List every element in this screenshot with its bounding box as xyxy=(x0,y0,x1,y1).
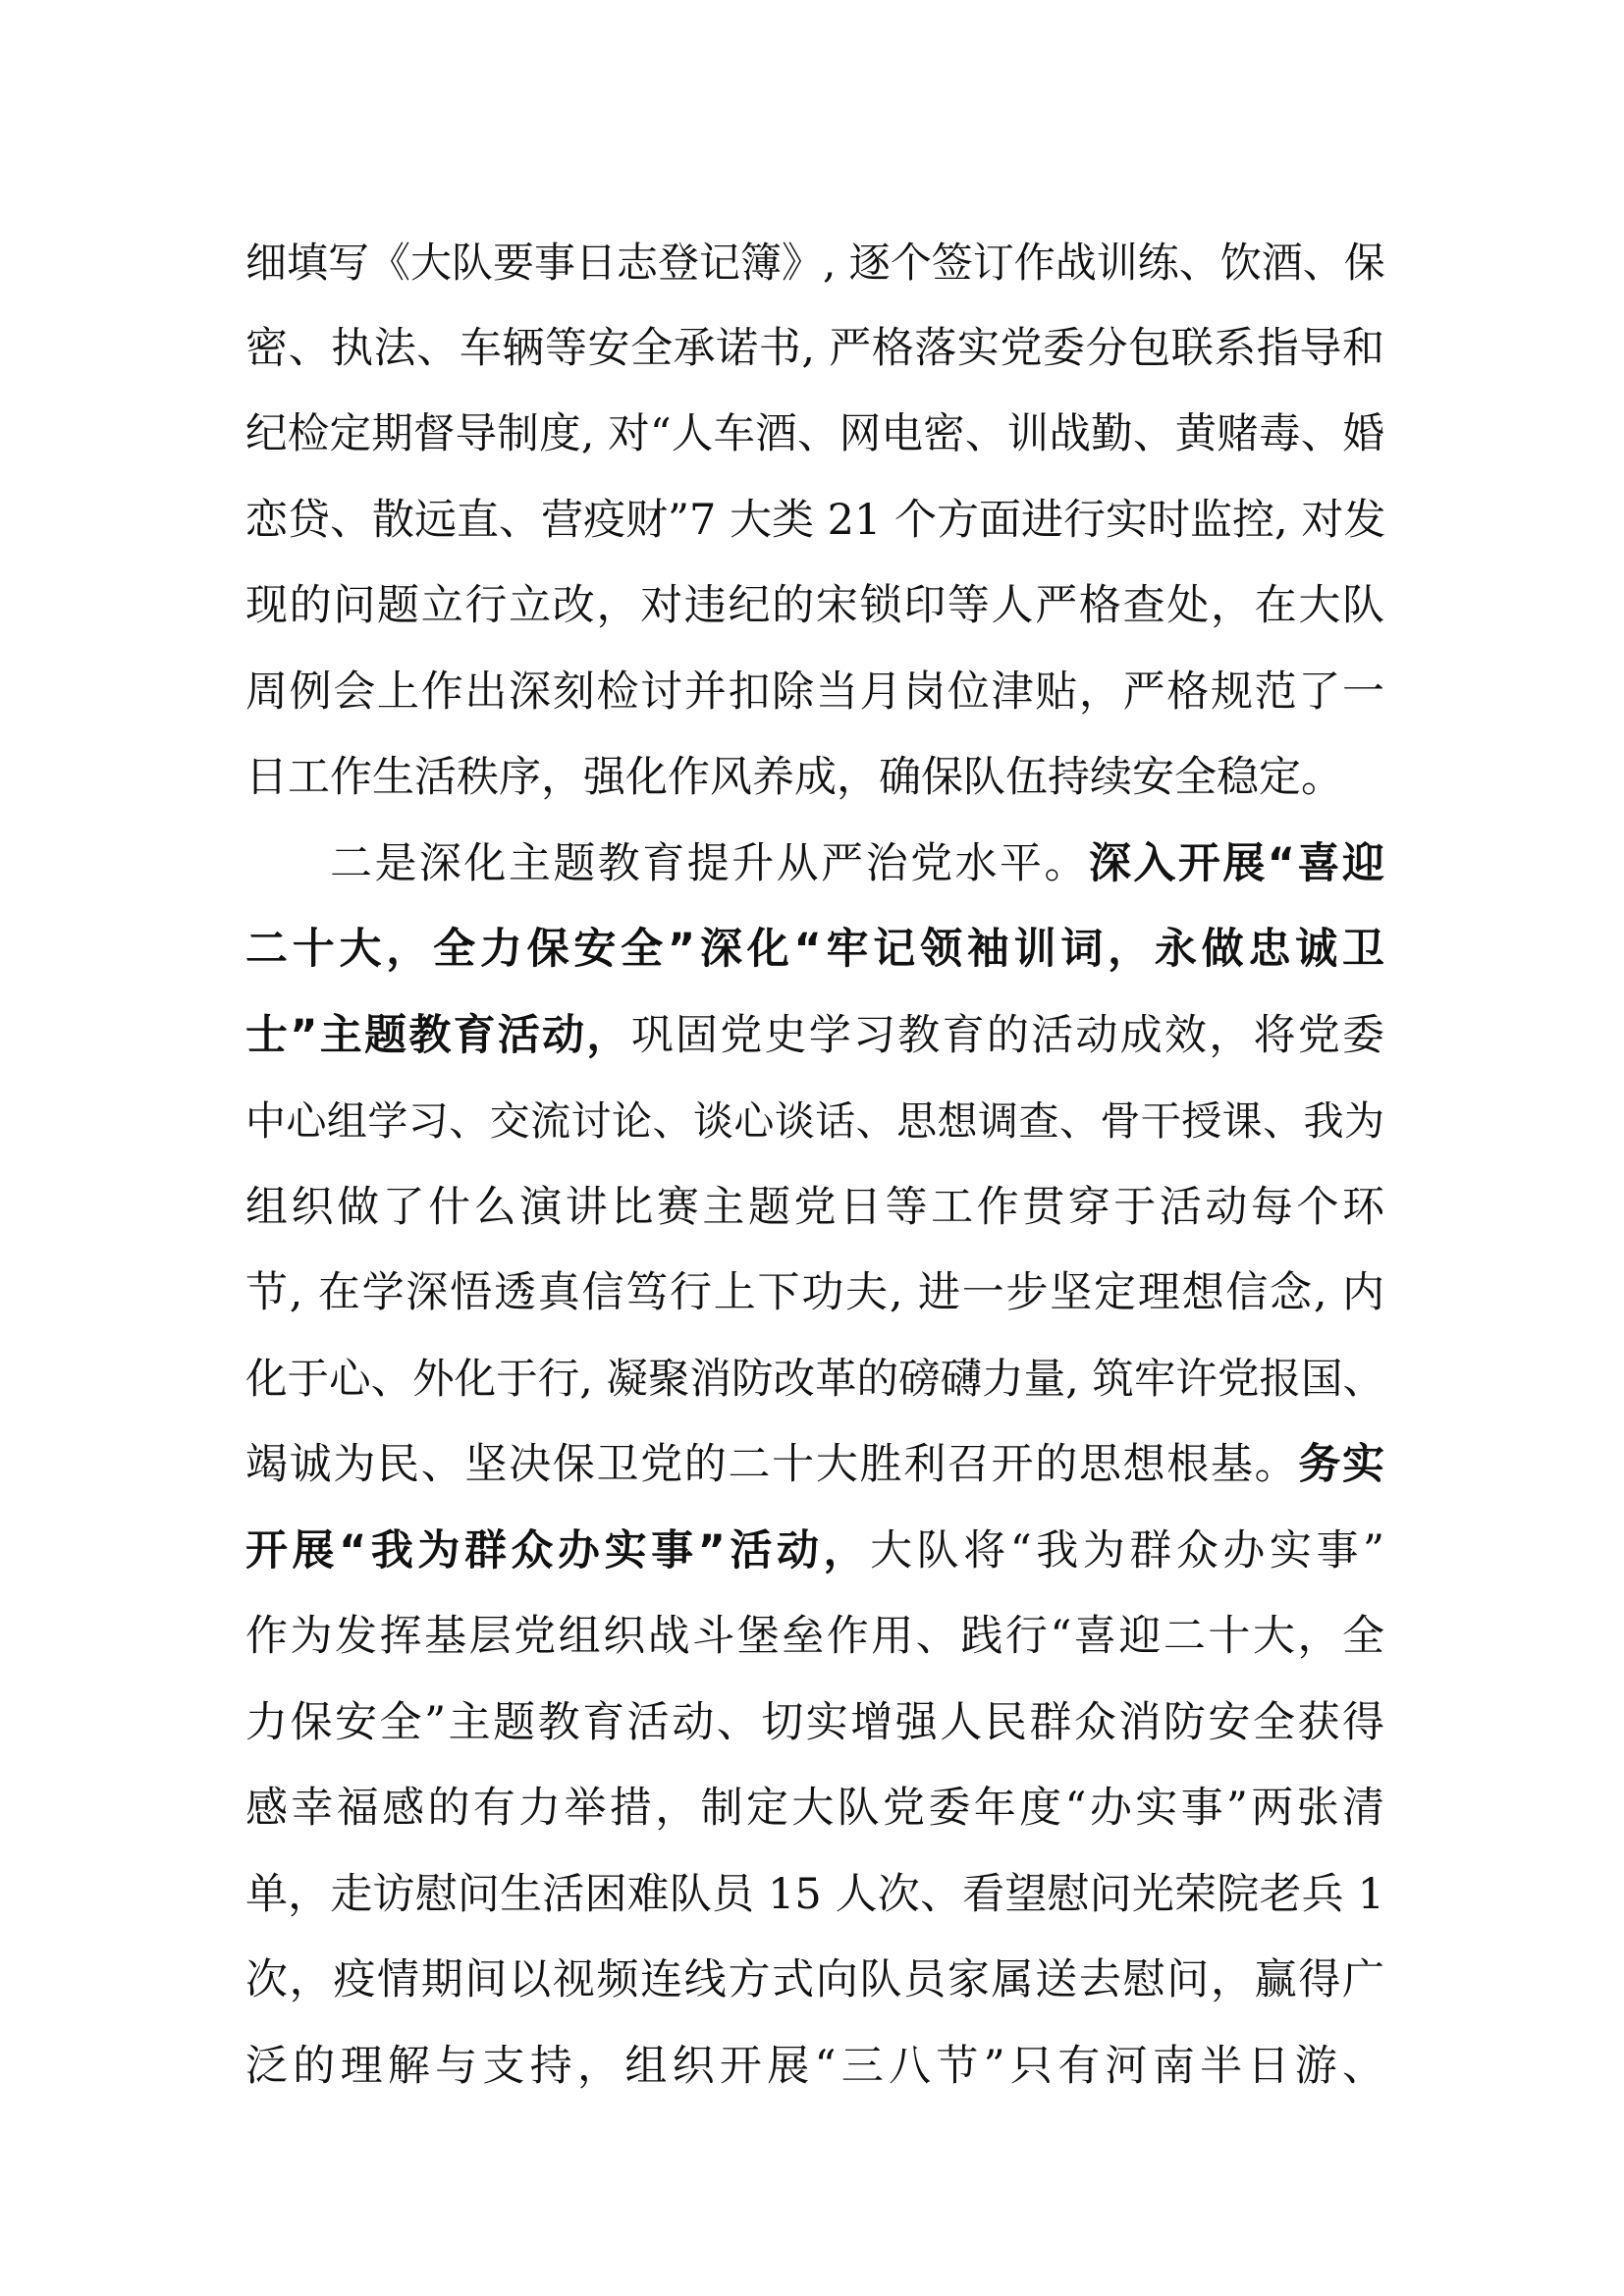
text-line-4: 恋贷、散远直、营疫财”7 大类 21 个方面进行实时监控, 对发 xyxy=(245,495,1386,545)
text-line-8: 二是深化主题教育提升从严治党水平。深入开展“喜迎 xyxy=(330,838,1384,888)
text-line-11: 中心组学习、交流讨论、谈心谈话、思想调查、骨干授课、我为 xyxy=(245,1097,1384,1145)
text-line-20: 单，走访慰问生活困难队员 15 人次、看望慰问光荣院老兵 1 xyxy=(245,1869,1384,1919)
text-line-1: 细填写《大队要事日志登记簿》, 逐个签订作战训练、饮酒、保 xyxy=(245,239,1385,287)
bold-phrase: 务实 xyxy=(1298,1440,1385,1489)
text-line-17: 作为发挥基层党组织战斗堡垒作用、践行“喜迎二十大，全 xyxy=(245,1612,1384,1661)
text-line-12: 组织做了什么演讲比赛主题党日等工作贯穿于活动每个环 xyxy=(245,1182,1384,1232)
text-line-9 xyxy=(245,907,1384,993)
text-line-14: 化于心、外化于行, 凝聚消防改革的磅礴力量, 筑牢许党报国、 xyxy=(245,1355,1384,1404)
text-line-22: 泛的理解与支持，组织开展“三八节”只有河南半日游、 xyxy=(245,2041,1384,2091)
text-line-21: 次，疫情期间以视频连线方式向队员家属送去慰问，赢得广 xyxy=(245,1955,1384,2004)
text-line-13: 节, 在学深悟透真信笃行上下功夫, 进一步坚定理想信念, 内 xyxy=(245,1268,1384,1317)
text-line-10: 士”主题教育活动，巩固党史学习教育的活动成效，将党委 xyxy=(245,1010,1384,1060)
text-line-15: 竭诚为民、坚决保卫党的二十大胜利召开的思想根基。务实 xyxy=(245,1440,1385,1489)
text-line-5: 现的问题立行立改，对违纪的宋锁印等人严格查处，在大队 xyxy=(245,581,1384,630)
bold-phrase: 深入开展“喜迎 xyxy=(1088,838,1384,888)
text-line-6: 周例会上作出深刻检讨并扣除当月岗位津贴，严格规范了一 xyxy=(245,667,1384,717)
text-line-2: 密、执法、车辆等安全承诺书, 严格落实党委分包联系指导和 xyxy=(245,323,1384,373)
text-line-3: 纪检定期督导制度, 对“人车酒、网电密、训战勤、黄赌毒、婚 xyxy=(245,410,1384,458)
bold-phrase: 开展“我为群众办实事”活动， xyxy=(245,1525,871,1575)
bold-phrase: 士”主题教育活动， xyxy=(245,1010,631,1060)
text-line-7: 日工作生活秩序，强化作风养成，确保队伍持续安全稳定。 xyxy=(245,753,1343,802)
text-line-18: 力保安全”主题教育活动、切实增强人民群众消防安全获得 xyxy=(245,1697,1384,1747)
text-line-19: 感幸福感的有力举措，制定大队党委年度“办实事”两张清 xyxy=(245,1784,1384,1833)
document-body xyxy=(245,220,1384,2109)
text-line-16: 开展“我为群众办实事”活动，大队将“我为群众办实事” xyxy=(245,1525,1384,1575)
bold-phrase: 二十大，全力保安全”深化“牢记领袖训词，永做忠诚卫 xyxy=(245,925,1384,974)
